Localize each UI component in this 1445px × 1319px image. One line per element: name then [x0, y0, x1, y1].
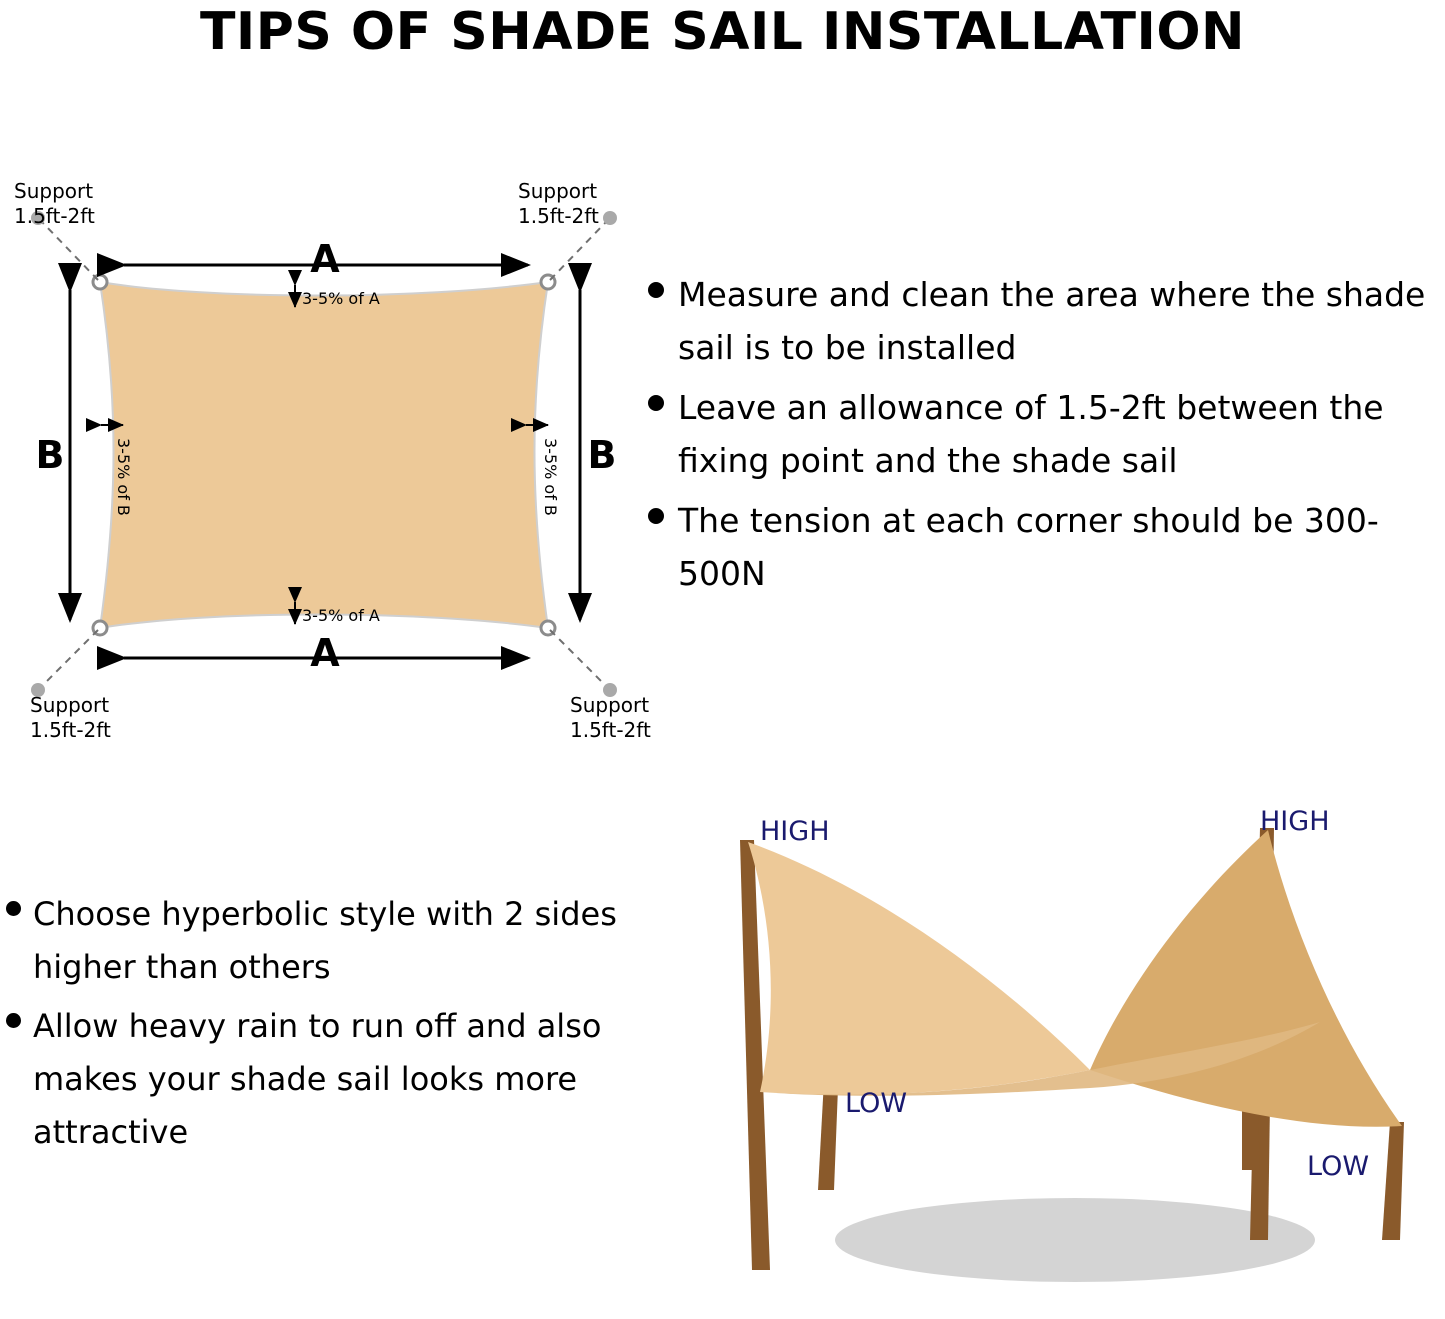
note-right-curve: 3-5% of B — [541, 438, 560, 516]
support-label-bottom-right-line1: Support — [570, 693, 650, 717]
label-a-top: A — [310, 237, 340, 281]
support-dot-top-right — [603, 211, 617, 225]
support-label-top-left-line1: Support — [14, 179, 94, 203]
tip-text: Measure and clean the area where the shade sail is to be installed — [678, 275, 1426, 368]
label-b-left: B — [35, 433, 65, 477]
sail-panel-left — [748, 842, 1090, 1095]
support-label-bottom-left-line1: Support — [30, 693, 110, 717]
label-low-left: LOW — [845, 1088, 908, 1119]
support-line-bottom-right — [550, 630, 606, 686]
support-label-top-right-line2: 1.5ft-2ft — [518, 204, 599, 228]
tip-text: Choose hyperbolic style with 2 sides higher than others — [33, 895, 617, 987]
pole-low-right — [1382, 1122, 1404, 1240]
ground-shadow — [835, 1198, 1315, 1282]
note-top-curve: 3-5% of A — [302, 289, 380, 308]
label-b-right: B — [587, 433, 617, 477]
list-item — [648, 268, 1445, 375]
tip-text: Leave an allowance of 1.5-2ft between the fixing point and the shade sail — [678, 387, 1384, 481]
note-left-curve: 3-5% of B — [114, 438, 133, 516]
tip-text: The tension at each corner should be 300-500N — [678, 500, 1379, 594]
hyperbolic-sail-illustration — [620, 770, 1445, 1319]
tips-list-bottom-left — [6, 888, 626, 1166]
support-label-top-left-line2: 1.5ft-2ft — [14, 204, 95, 228]
list-item — [6, 1000, 626, 1159]
support-label-bottom-right-line2: 1.5ft-2ft — [570, 718, 651, 740]
label-low-right: LOW — [1307, 1151, 1370, 1182]
support-line-top-left — [42, 222, 98, 280]
tips-list-right — [648, 268, 1445, 607]
bullet-icon — [6, 901, 21, 916]
support-label-top-right-line1: Support — [518, 179, 598, 203]
label-high-left: HIGH — [760, 816, 830, 847]
rectangle-sail-dimension-diagram — [0, 150, 660, 740]
bullet-icon — [648, 508, 664, 524]
tip-text: Allow heavy rain to run off and also makes your shade sail looks more attractive — [33, 1007, 602, 1152]
support-line-top-right — [550, 222, 606, 280]
list-item — [648, 381, 1445, 488]
bullet-icon — [6, 1013, 21, 1028]
label-high-right: HIGH — [1260, 806, 1330, 837]
bullet-icon — [648, 395, 664, 411]
bullet-icon — [648, 282, 664, 298]
support-line-bottom-left — [42, 630, 98, 686]
label-a-bottom: A — [310, 631, 340, 675]
support-label-bottom-left-line2: 1.5ft-2ft — [30, 718, 111, 740]
page-title: TIPS OF SHADE SAIL INSTALLATION — [199, 2, 1246, 62]
note-bottom-curve: 3-5% of A — [302, 606, 380, 625]
list-item — [648, 494, 1445, 601]
sail-shape — [100, 282, 548, 628]
list-item — [6, 888, 626, 994]
